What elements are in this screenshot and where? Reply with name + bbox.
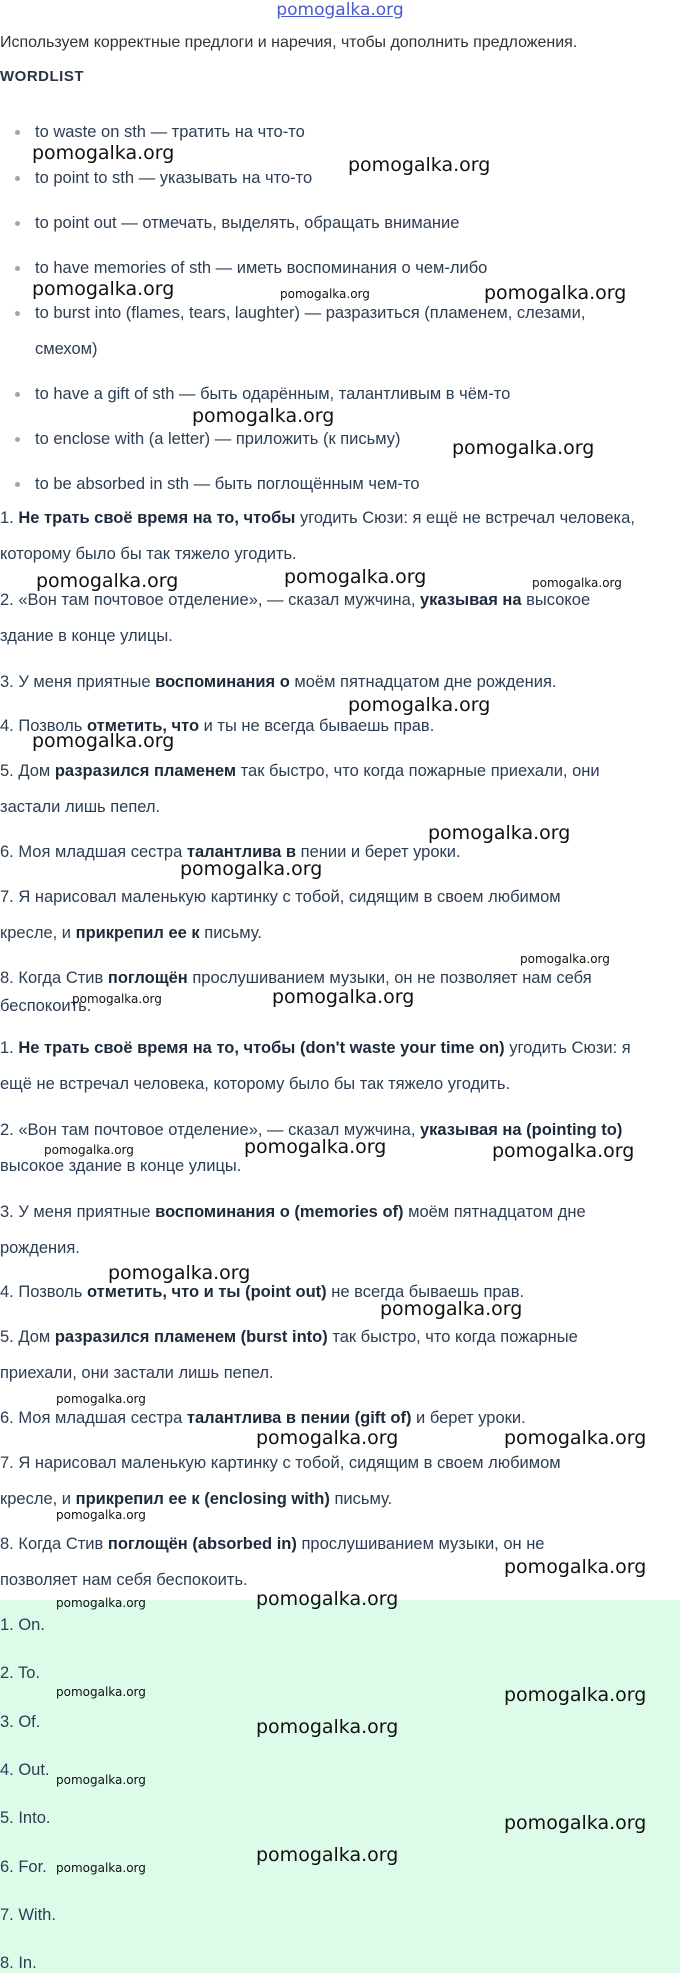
sentence-with-translation: 8. Когда Стив поглощён (absorbed in) прослушиванием музыки, он не позволяет нам себя беспокоить. [0, 1535, 545, 1589]
sentence-with-translation: 3. У меня приятные воспоминания о (memories of) моём пятнадцатом дне рождения. [0, 1203, 586, 1257]
answer-item: 2. To. [0, 1664, 41, 1682]
watermark: pomogalka.org [452, 437, 595, 459]
answer-item: 8. In. [0, 1954, 37, 1972]
watermark: pomogalka.org [56, 1508, 146, 1522]
watermark: pomogalka.org [280, 287, 370, 301]
sentence: 6. Моя младшая сестра талантлива в пении и берет уроки. [0, 843, 461, 861]
sentence-with-translation: 5. Дом разразился пламенем (burst into) так быстро, что когда пожарные приехали, они застали лишь пепел. [0, 1328, 578, 1382]
watermark: pomogalka.org [284, 566, 427, 588]
sentence-with-translation: 1. Не трать своё время на то, чтобы (don't waste your time on) угодить Сюзи: я ещё не встречал человека, которому было бы так тяжело угодить. [0, 1039, 631, 1093]
watermark: pomogalka.org [56, 1685, 146, 1699]
answer-item: 5. Into. [0, 1809, 51, 1827]
watermark: pomogalka.org [504, 1812, 647, 1834]
watermark: pomogalka.org [180, 858, 323, 880]
answer-item: 1. On. [0, 1616, 45, 1634]
bullet-icon [15, 311, 20, 316]
watermark: pomogalka.org [36, 570, 179, 592]
answer-item: 4. Out. [0, 1761, 50, 1779]
watermark: pomogalka.org [192, 405, 335, 427]
watermark: pomogalka.org [348, 694, 491, 716]
answer-item: 6. For. [0, 1858, 47, 1876]
watermark: pomogalka.org [492, 1140, 635, 1162]
sentence: 2. «Вон там почтовое отделение», — сказал мужчина, указывая на высокое здание в конце улицы. [0, 591, 591, 645]
site-logo-link[interactable]: pomogalka.org [276, 0, 404, 20]
sentence-continuation: беспокоить. [0, 997, 92, 1015]
bullet-icon [15, 482, 20, 487]
sentence: 7. Я нарисовал маленькую картинку с тобой, сидящим в своем любимом кресле, и прикрепил ее к письму. [0, 888, 561, 942]
bullet-icon [15, 221, 20, 226]
watermark: pomogalka.org [348, 154, 491, 176]
watermark: pomogalka.org [32, 278, 175, 300]
sentence-with-translation: 7. Я нарисовал маленькую картинку с тобой, сидящим в своем любимом кресле, и прикрепил ее к (enclosing with) письму. [0, 1454, 561, 1508]
answer-item: 7. With. [0, 1906, 56, 1924]
watermark: pomogalka.org [520, 952, 610, 966]
watermark: pomogalka.org [32, 142, 175, 164]
bullet-icon [15, 392, 20, 397]
sentence: 4. Позволь отметить, что и ты не всегда бываешь прав. [0, 717, 435, 735]
sentence: 5. Дом разразился пламенем так быстро, что когда пожарные приехали, они застали лишь пепел. [0, 762, 600, 816]
watermark: pomogalka.org [272, 986, 415, 1008]
watermark: pomogalka.org [256, 1427, 399, 1449]
sentence: 1. Не трать своё время на то, чтобы угодить Сюзи: я ещё не встречал человека, которому было бы так тяжело угодить. [0, 509, 635, 563]
watermark: pomogalka.org [44, 1143, 134, 1157]
sentence-with-translation: 2. «Вон там почтовое отделение», — сказал мужчина, указывая на (pointing to) высокое здание в конце улицы. [0, 1121, 623, 1175]
watermark: pomogalka.org [256, 1844, 399, 1866]
sentence: 8. Когда Стив поглощён прослушиванием музыки, он не позволяет нам себя [0, 969, 592, 987]
watermark: pomogalka.org [56, 1861, 146, 1875]
page: pomogalka.org Используем корректные предлоги и наречия, чтобы дополнить предложения. WORDLIST to waste on sth — тратить на что-то to point to sth — указывать на что-то to point out — отмечать, выделять, обращать внимание to have memories of sth — иметь воспоминания о чем-либо to burst into (flames, tears, laughter) — разразиться (пламенем, слезами, смехом) to have a gift of sth — быть одарённым, талантливым в чём-то to enclose with (a letter) — приложить (к письму) to be absorbed in sth — быть поглощённым чем-то 1. Не трать своё время на то, чтобы угодить Сюзи: я ещё не встречал человека, которому было бы так тяжело угодить. 2. «Вон там почтовое отделение», — сказал мужчина, указывая на высокое здание в конце улицы. 3. У меня приятные воспоминания о моём пятнадцатом дне рождения. 4. Позволь отметить, что и ты не всегда бываешь прав. 5. Дом разразился пламенем так быстро, что когда пожарные приехали, они застали лишь пепел. 6. Моя младшая сестра талантлива в пении и берет уроки. 7. Я нарисовал маленькую картинку с тобой, сидящим в своем любимом кресле, и прикрепил ее к письму. 8. Когда Стив поглощён прослушиванием музыки, он не позволяет нам себя беспокоить. 1. Не трать своё время на то, чтобы (don't waste your time on) угодить Сюзи: я ещё не встречал человека, которому было бы так тяжело угодить. 2. «Вон там почтовое отделение», — сказал мужчина, указывая на (pointing to) высокое здание в конце улицы. 3. У меня приятные воспоминания о (memories of) моём пятнадцатом дне рождения. 4. Позволь отметить, что и ты (point out) не всегда бываешь прав. 5. Дом разразился пламенем (burst into) так быстро, что когда пожарные приехали, они застали лишь пепел. 6. Моя младшая сестра талантлива в пении (gift of) и берет уроки. 7. Я нарисовал маленькую картинку с тобой, сидящим в своем любимом кресле, и прикрепил ее к (enclosing with) письму. 8. Когда Стив поглощён (absorbed in) прослушиванием музыки, он не позволяет нам себя беспокоить. 1. On. 2. To. 3. Of. 4. Out. 5. Into. 6. For. 7. With. 8. In. pomogalka.org pomogalka.org pomogalka.org pomogalka.org pomogalka.org pomogalka.org pomogalka.org pomogalka.org pomogalka.org pomogalka.org pomogalka.org pomogalka.org pomogalka.org pomogalka.org pomogalka.org pomogalka.org pomogalka.org pomogalka.org pomogalka.org pomogalka.org pomogalka.org pomogalka.org pomogalka.org pomogalka.org pomogalka.org pomogalka.org pomogalka.org pomogalka.org pomogalka.org pomogalka.org pomogalka.org pomogalka.org pomogalka.org pomogalka.org pomogalka.org pomogalka.org [0, 0, 680, 1973]
watermark: pomogalka.org [504, 1556, 647, 1578]
watermark: pomogalka.org [504, 1427, 647, 1449]
watermark: pomogalka.org [504, 1684, 647, 1706]
watermark: pomogalka.org [484, 282, 627, 304]
watermark: pomogalka.org [256, 1716, 399, 1738]
bullet-icon [15, 437, 20, 442]
watermark: pomogalka.org [108, 1262, 251, 1284]
bullet-icon [15, 130, 20, 135]
bullet-icon [15, 266, 20, 271]
sentence: 3. У меня приятные воспоминания о моём пятнадцатом дне рождения. [0, 673, 557, 691]
watermark: pomogalka.org [32, 730, 175, 752]
watermark: pomogalka.org [380, 1298, 523, 1320]
watermark: pomogalka.org [428, 822, 571, 844]
sentence-with-translation: 6. Моя младшая сестра талантлива в пении (gift of) и берет уроки. [0, 1409, 526, 1427]
watermark: pomogalka.org [56, 1596, 146, 1610]
watermark: pomogalka.org [56, 1773, 146, 1787]
watermark: pomogalka.org [56, 1392, 146, 1406]
watermark: pomogalka.org [256, 1588, 399, 1610]
answer-item: 3. Of. [0, 1713, 41, 1731]
sentence-with-translation: 4. Позволь отметить, что и ты (point out) не всегда бываешь прав. [0, 1283, 525, 1301]
bullet-icon [15, 176, 20, 181]
watermark: pomogalka.org [532, 576, 622, 590]
watermark: pomogalka.org [72, 992, 162, 1006]
task-instruction: Используем корректные предлоги и наречия, чтобы дополнить предложения. [0, 34, 578, 51]
wordlist-title: WORDLIST [0, 68, 84, 85]
watermark: pomogalka.org [244, 1136, 387, 1158]
